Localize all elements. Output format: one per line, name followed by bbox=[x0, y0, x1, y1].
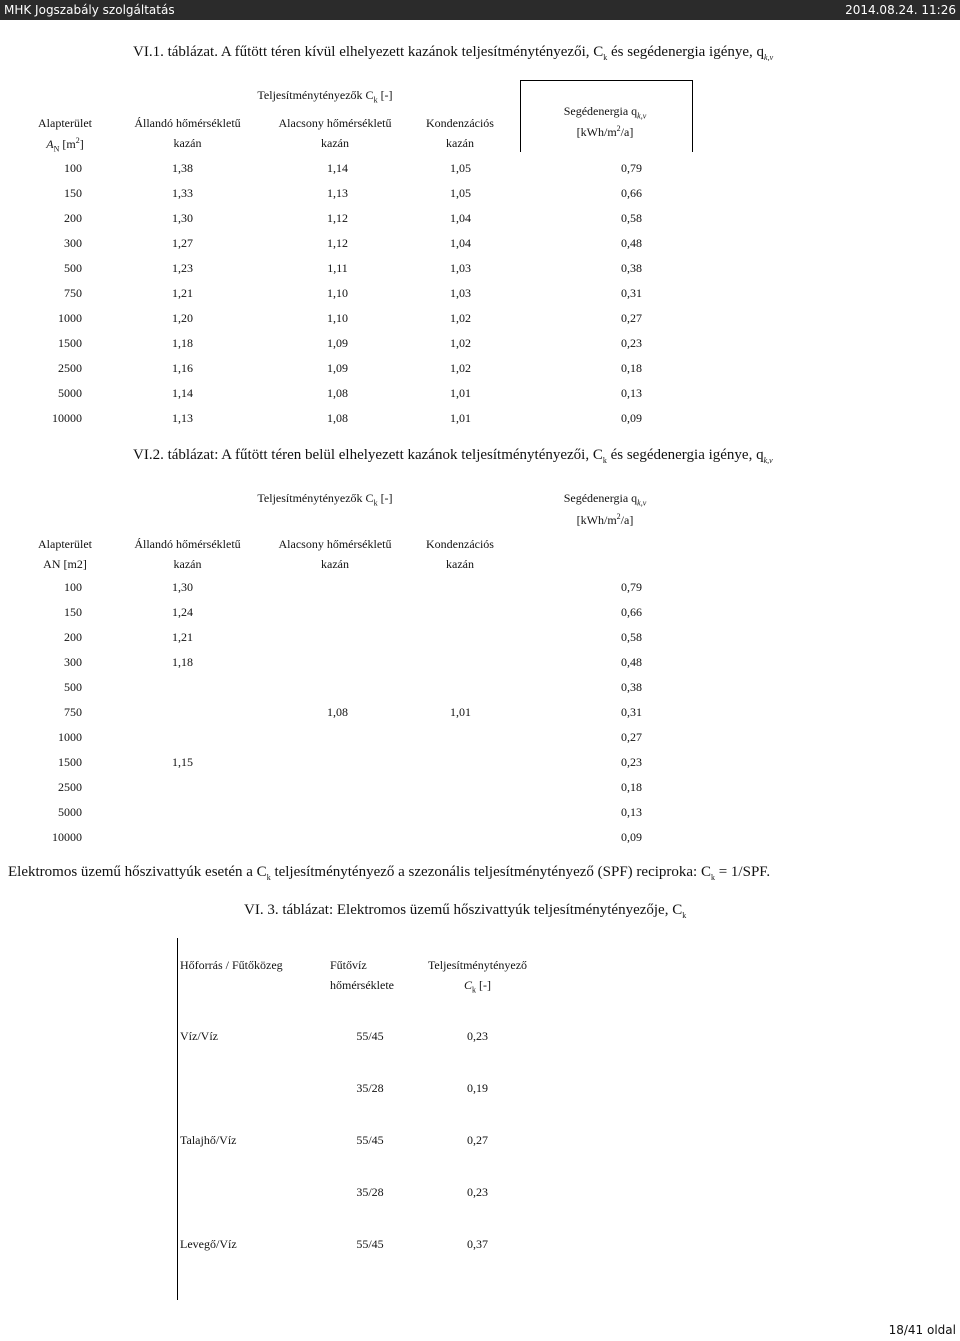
table2-cell: 0,31 bbox=[621, 705, 642, 719]
table3-cell: 55/45 bbox=[356, 1237, 384, 1251]
table1-cell: 1,23 bbox=[172, 261, 193, 275]
table2-col-area: Alapterület AN [m2] bbox=[38, 537, 92, 571]
table3-cell: 0,23 bbox=[467, 1185, 488, 1199]
table2-cell: 0,38 bbox=[621, 680, 642, 694]
table2-col-condensing: Kondenzációs kazán bbox=[426, 537, 494, 571]
table1-cell: 10000 bbox=[52, 411, 82, 425]
table1-group-header: Teljesítménytényezők $C_k$ [-] bbox=[257, 88, 393, 105]
table2-cell: 1,15 bbox=[172, 755, 193, 769]
table2-cell: 0,27 bbox=[621, 730, 642, 744]
table3-title: VI. 3. táblázat: Elektromos üzemű hőszivattyúk teljesítménytényezője, $C_k$ bbox=[244, 902, 687, 920]
table1-cell: 1,13 bbox=[327, 186, 348, 200]
table1-cell: 0,18 bbox=[621, 361, 642, 375]
table1-cell: 1,02 bbox=[450, 311, 471, 325]
table3-cell: 0,23 bbox=[467, 1029, 488, 1043]
table1-cell: 1,16 bbox=[172, 361, 193, 375]
table1-header-box-right bbox=[692, 80, 693, 152]
table3-col-water-temp: Fűtővíz hőmérséklete bbox=[330, 958, 394, 992]
table1-cell: 0,27 bbox=[621, 311, 642, 325]
table1-cell: 1,01 bbox=[450, 411, 471, 425]
table1-cell: 1500 bbox=[58, 336, 82, 350]
table1-cell: 300 bbox=[64, 236, 82, 250]
table1-cell: 1,27 bbox=[172, 236, 193, 250]
table2-cell: 0,09 bbox=[621, 830, 642, 844]
table2-cell: 1,18 bbox=[172, 655, 193, 669]
table1-cell: 2500 bbox=[58, 361, 82, 375]
table1-cell: 1,12 bbox=[327, 236, 348, 250]
table2-cell: 300 bbox=[64, 655, 82, 669]
table3-cell: Talajhő/Víz bbox=[180, 1133, 237, 1147]
table3-cell: 55/45 bbox=[356, 1133, 384, 1147]
table1-cell: 0,31 bbox=[621, 286, 642, 300]
table1-cell: 1,30 bbox=[172, 211, 193, 225]
table2-cell: 0,58 bbox=[621, 630, 642, 644]
table2-cell: 1,24 bbox=[172, 605, 193, 619]
table2-cell: 750 bbox=[64, 705, 82, 719]
table1-cell: 750 bbox=[64, 286, 82, 300]
table1-col-constant: Állandó hőmérsékletű kazán bbox=[134, 116, 241, 150]
table2-col-constant: Állandó hőmérsékletű kazán bbox=[134, 537, 241, 571]
table1-cell: 500 bbox=[64, 261, 82, 275]
table1-cell: 1,02 bbox=[450, 336, 471, 350]
heat-pump-note: Elektromos üzemű hőszivattyúk esetén a $C_k$ teljesítménytényező a szezonális teljesítménytényező (SPF) reciproka: $C_k = 1/SPF$. bbox=[8, 864, 771, 882]
table1-col-condensing: Kondenzációs kazán bbox=[426, 116, 494, 150]
table1-cell: 1,04 bbox=[450, 211, 471, 225]
table3-cell: Víz/Víz bbox=[180, 1029, 218, 1043]
table1-cell: 1,10 bbox=[327, 311, 348, 325]
table2-cell: 200 bbox=[64, 630, 82, 644]
table1-cell: 1,03 bbox=[450, 261, 471, 275]
table2-cell: 0,66 bbox=[621, 605, 642, 619]
table3-cell: 0,19 bbox=[467, 1081, 488, 1095]
table1-cell: 1,21 bbox=[172, 286, 193, 300]
table2-title: VI.2. táblázat: A fűtött téren belül elhelyezett kazánok teljesítménytényezői, $C_k$ és segédenergia igénye, $q_{k,v}$ bbox=[133, 447, 773, 465]
table1-cell: 5000 bbox=[58, 386, 82, 400]
page-counter: 18/41 oldal bbox=[888, 1323, 956, 1337]
table1-cell: 1,11 bbox=[327, 261, 348, 275]
table1-cell: 150 bbox=[64, 186, 82, 200]
table1-cell: 0,58 bbox=[621, 211, 642, 225]
table2-cell: 150 bbox=[64, 605, 82, 619]
table1-col-area: Alapterület $A_N$ $[m^2]$ bbox=[38, 116, 92, 154]
table1-title: VI.1. táblázat. A fűtött téren kívül elhelyezett kazánok teljesítménytényezői, $C_k$ és segédenergia igénye, $q_{k,v}$ bbox=[133, 44, 774, 62]
table1-cell: 0,66 bbox=[621, 186, 642, 200]
table2-cell: 100 bbox=[64, 580, 82, 594]
table3-cell: 0,37 bbox=[467, 1237, 488, 1251]
table3-cell: 35/28 bbox=[356, 1081, 384, 1095]
table1-cell: 1,09 bbox=[327, 336, 348, 350]
table3-cell: 35/28 bbox=[356, 1185, 384, 1199]
table2-cell: 1,08 bbox=[327, 705, 348, 719]
table1-header-box-left bbox=[520, 80, 521, 152]
table1-cell: 1,03 bbox=[450, 286, 471, 300]
table1-cell: 0,09 bbox=[621, 411, 642, 425]
table2-cell: 1500 bbox=[58, 755, 82, 769]
table1-col-low-temp: Alacsony hőmérsékletű kazán bbox=[278, 116, 392, 150]
table3-cell: Levegő/Víz bbox=[180, 1237, 237, 1251]
table1-cell: 1,10 bbox=[327, 286, 348, 300]
table1-cell: 1,08 bbox=[327, 411, 348, 425]
table2-group-header: Teljesítménytényezők $C_k$ [-] bbox=[257, 491, 393, 508]
table2-col-aux-energy: Segédenergia $q_{k,v}$ $[kWh/m^2/a]$ bbox=[563, 491, 647, 528]
table3-col-factor: Teljesítménytényező $C_k$ [-] bbox=[427, 958, 528, 995]
table1-col-aux-energy: Segédenergia $q_{k,v}$ $[kWh/m^2/a]$ bbox=[563, 104, 647, 140]
table2-cell: 500 bbox=[64, 680, 82, 694]
table3-col-source: Hőforrás / Fűtőközeg bbox=[180, 958, 283, 972]
table1-cell: 1,08 bbox=[327, 386, 348, 400]
table2-cell: 10000 bbox=[52, 830, 82, 844]
table1-cell: 1,09 bbox=[327, 361, 348, 375]
table1-cell: 1,38 bbox=[172, 161, 193, 175]
table1-cell: 1,13 bbox=[172, 411, 193, 425]
table2-cell: 1,21 bbox=[172, 630, 193, 644]
table1-cell: 1,05 bbox=[450, 186, 471, 200]
table3-cell: 0,27 bbox=[467, 1133, 488, 1147]
table3-left-rule bbox=[177, 938, 178, 1300]
table1-cell: 0,13 bbox=[621, 386, 642, 400]
table2-cell: 0,79 bbox=[621, 580, 642, 594]
table2-cell: 2500 bbox=[58, 780, 82, 794]
window-titlebar bbox=[0, 0, 960, 20]
table2-cell: 0,48 bbox=[621, 655, 642, 669]
table1-cell: 1,14 bbox=[327, 161, 348, 175]
table1-cell: 1,20 bbox=[172, 311, 193, 325]
table1-cell: 1000 bbox=[58, 311, 82, 325]
table2-cell: 0,18 bbox=[621, 780, 642, 794]
table1-cell: 1,05 bbox=[450, 161, 471, 175]
table2-col-low-temp: Alacsony hőmérsékletű kazán bbox=[278, 537, 392, 571]
table1-cell: 0,23 bbox=[621, 336, 642, 350]
table1-cell: 0,38 bbox=[621, 261, 642, 275]
table1-cell: 100 bbox=[64, 161, 82, 175]
table1-cell: 1,04 bbox=[450, 236, 471, 250]
table1-cell: 1,01 bbox=[450, 386, 471, 400]
app-title: MHK Jogszabály szolgáltatás bbox=[4, 3, 175, 17]
table1-cell: 1,02 bbox=[450, 361, 471, 375]
table3-cell: 55/45 bbox=[356, 1029, 384, 1043]
table1-cell: 1,12 bbox=[327, 211, 348, 225]
table1-cell: 200 bbox=[64, 211, 82, 225]
datetime: 2014.08.24. 11:26 bbox=[845, 3, 956, 17]
table2-cell: 5000 bbox=[58, 805, 82, 819]
table2-cell: 0,23 bbox=[621, 755, 642, 769]
table2-cell: 0,13 bbox=[621, 805, 642, 819]
table1-cell: 1,18 bbox=[172, 336, 193, 350]
table1-cell: 1,33 bbox=[172, 186, 193, 200]
table1-header-box-top bbox=[520, 80, 693, 81]
table1-cell: 0,79 bbox=[621, 161, 642, 175]
table1-cell: 0,48 bbox=[621, 236, 642, 250]
table2-cell: 1,01 bbox=[450, 705, 471, 719]
table2-cell: 1,30 bbox=[172, 580, 193, 594]
table2-cell: 1000 bbox=[58, 730, 82, 744]
table1-cell: 1,14 bbox=[172, 386, 193, 400]
